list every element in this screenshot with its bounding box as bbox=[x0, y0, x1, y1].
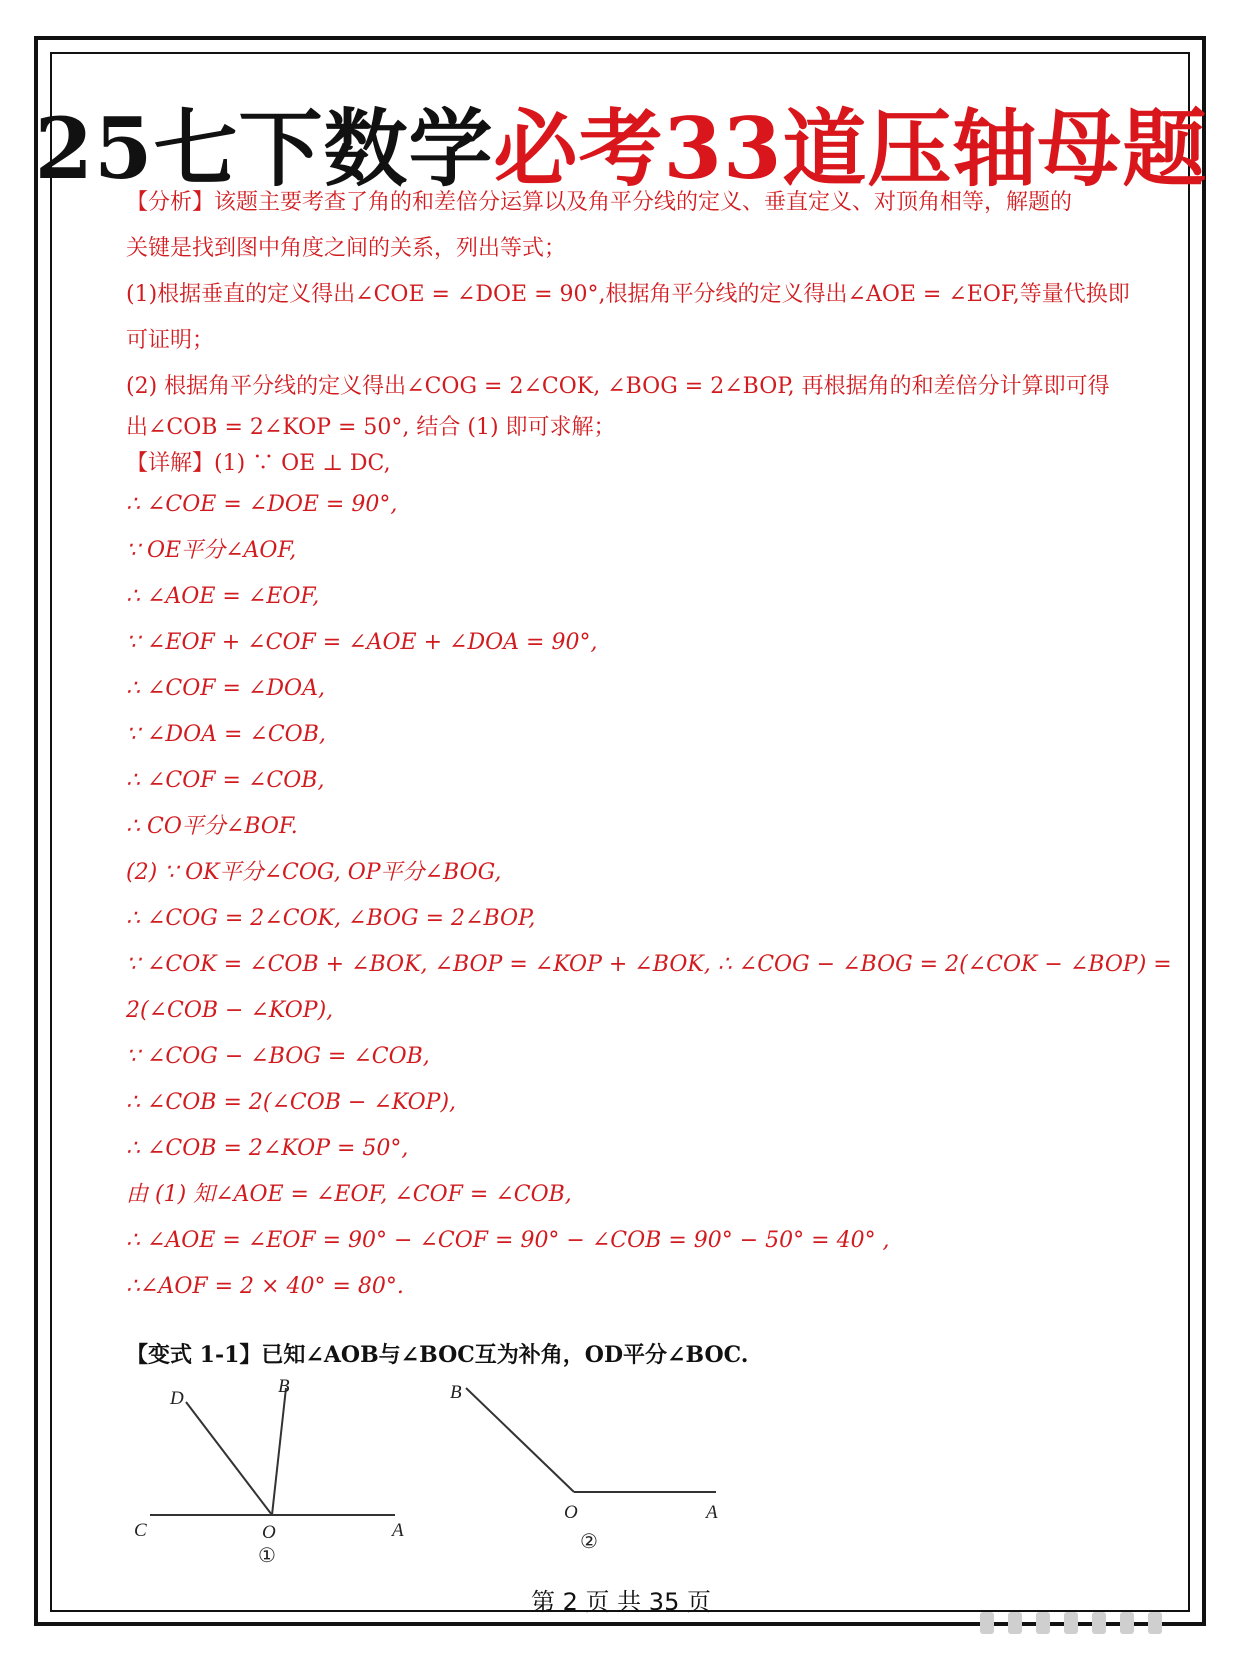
angle-figures bbox=[130, 1378, 810, 1578]
watermark-bars bbox=[980, 1612, 1176, 1634]
detail-line: ∵ ∠COG − ∠BOG = ∠COB, bbox=[126, 1044, 430, 1069]
detail-line: ∴ ∠COF = ∠DOA, bbox=[126, 676, 325, 701]
solution-text bbox=[126, 180, 1172, 1310]
bar-mark bbox=[1036, 1612, 1050, 1634]
detail-line: ∴ ∠AOE = ∠EOF = 90° − ∠COF = 90° − ∠COB = 90° − 50° = 40° , bbox=[126, 1228, 890, 1253]
analysis-line: (1)根据垂直的定义得出∠COE = ∠DOE = 90°,根据角平分线的定义得出∠AOE = ∠EOF,等量代换即 bbox=[126, 282, 1130, 307]
ray-od bbox=[186, 1402, 272, 1515]
detail-line: ∵ ∠DOA = ∠COB, bbox=[126, 722, 326, 747]
label-d: D bbox=[170, 1388, 184, 1409]
detail-line: ∴∠AOF = 2 × 40° = 80°. bbox=[126, 1274, 404, 1299]
detail-line: ∵ ∠COK = ∠COB + ∠BOK, ∠BOP = ∠KOP + ∠BOK, ∴ ∠COG − ∠BOG = 2(∠COK − ∠BOP) = bbox=[126, 952, 1172, 977]
detail-line: ∴ ∠COE = ∠DOE = 90°, bbox=[126, 492, 398, 517]
variant-problem: 【变式 1-1】已知∠AOB与∠BOC互为补角，OD平分∠BOC. bbox=[126, 1342, 749, 1368]
analysis-line: (2) 根据角平分线的定义得出∠COG = 2∠COK, ∠BOG = 2∠BOP, 再根据角的和差倍分计算即可得 bbox=[126, 374, 1110, 399]
detail-line: (2) ∵ OK平分∠COG, OP平分∠BOG, bbox=[126, 860, 502, 885]
label-a: A bbox=[392, 1520, 404, 1541]
detail-line: ∴ ∠COF = ∠COB, bbox=[126, 768, 325, 793]
bar-mark bbox=[1092, 1612, 1106, 1634]
detail-line: 2(∠COB − ∠KOP), bbox=[126, 998, 334, 1023]
analysis-line: 出∠COB = 2∠KOP = 50°, 结合 (1) 即可求解； bbox=[126, 415, 616, 440]
figure-2-number: ② bbox=[580, 1529, 598, 1553]
figure-1 bbox=[134, 1378, 404, 1567]
bar-mark bbox=[1148, 1612, 1162, 1634]
page-footer: 第 2 页 共 35 页 bbox=[531, 1588, 711, 1616]
analysis-line: 可证明； bbox=[126, 328, 215, 353]
bar-mark bbox=[1008, 1612, 1022, 1634]
detail-line: ∴ ∠COG = 2∠COK, ∠BOG = 2∠BOP, bbox=[126, 906, 536, 931]
analysis-line: 关键是找到图中角度之间的关系，列出等式； bbox=[126, 236, 567, 261]
label-b: B bbox=[278, 1378, 290, 1397]
detail-line: 【详解】(1) ∵ OE ⊥ DC, bbox=[126, 451, 391, 476]
title-red: 必考33道压轴母题 bbox=[493, 99, 1208, 198]
bar-mark bbox=[1064, 1612, 1078, 1634]
detail-line: ∵ OE平分∠AOF, bbox=[126, 538, 297, 563]
ray-ob-2 bbox=[466, 1388, 574, 1492]
figure-1-number: ① bbox=[258, 1543, 276, 1567]
detail-line: ∴ ∠COB = 2(∠COB − ∠KOP), bbox=[126, 1090, 457, 1115]
label-o-2: O bbox=[564, 1502, 578, 1523]
bar-mark bbox=[980, 1612, 994, 1634]
detail-line: ∴ CO平分∠BOF. bbox=[126, 814, 298, 839]
label-a-2: A bbox=[706, 1502, 718, 1523]
detail-line: ∵ ∠EOF + ∠COF = ∠AOE + ∠DOA = 90°, bbox=[126, 630, 598, 655]
label-b-2: B bbox=[450, 1382, 462, 1403]
ray-ob bbox=[272, 1388, 286, 1515]
detail-line: ∴ ∠AOE = ∠EOF, bbox=[126, 584, 320, 609]
bar-mark bbox=[1120, 1612, 1134, 1634]
analysis-line: 【分析】该题主要考查了角的和差倍分运算以及角平分线的定义、垂直定义、对顶角相等，解题的 bbox=[126, 190, 1073, 215]
title-black: 25七下数学 bbox=[34, 99, 494, 198]
detail-line: 由 (1) 知∠AOE = ∠EOF, ∠COF = ∠COB, bbox=[126, 1182, 572, 1207]
label-c: C bbox=[134, 1520, 147, 1541]
detail-line: ∴ ∠COB = 2∠KOP = 50°, bbox=[126, 1136, 409, 1161]
label-o: O bbox=[262, 1522, 276, 1543]
figure-2 bbox=[450, 1382, 718, 1553]
